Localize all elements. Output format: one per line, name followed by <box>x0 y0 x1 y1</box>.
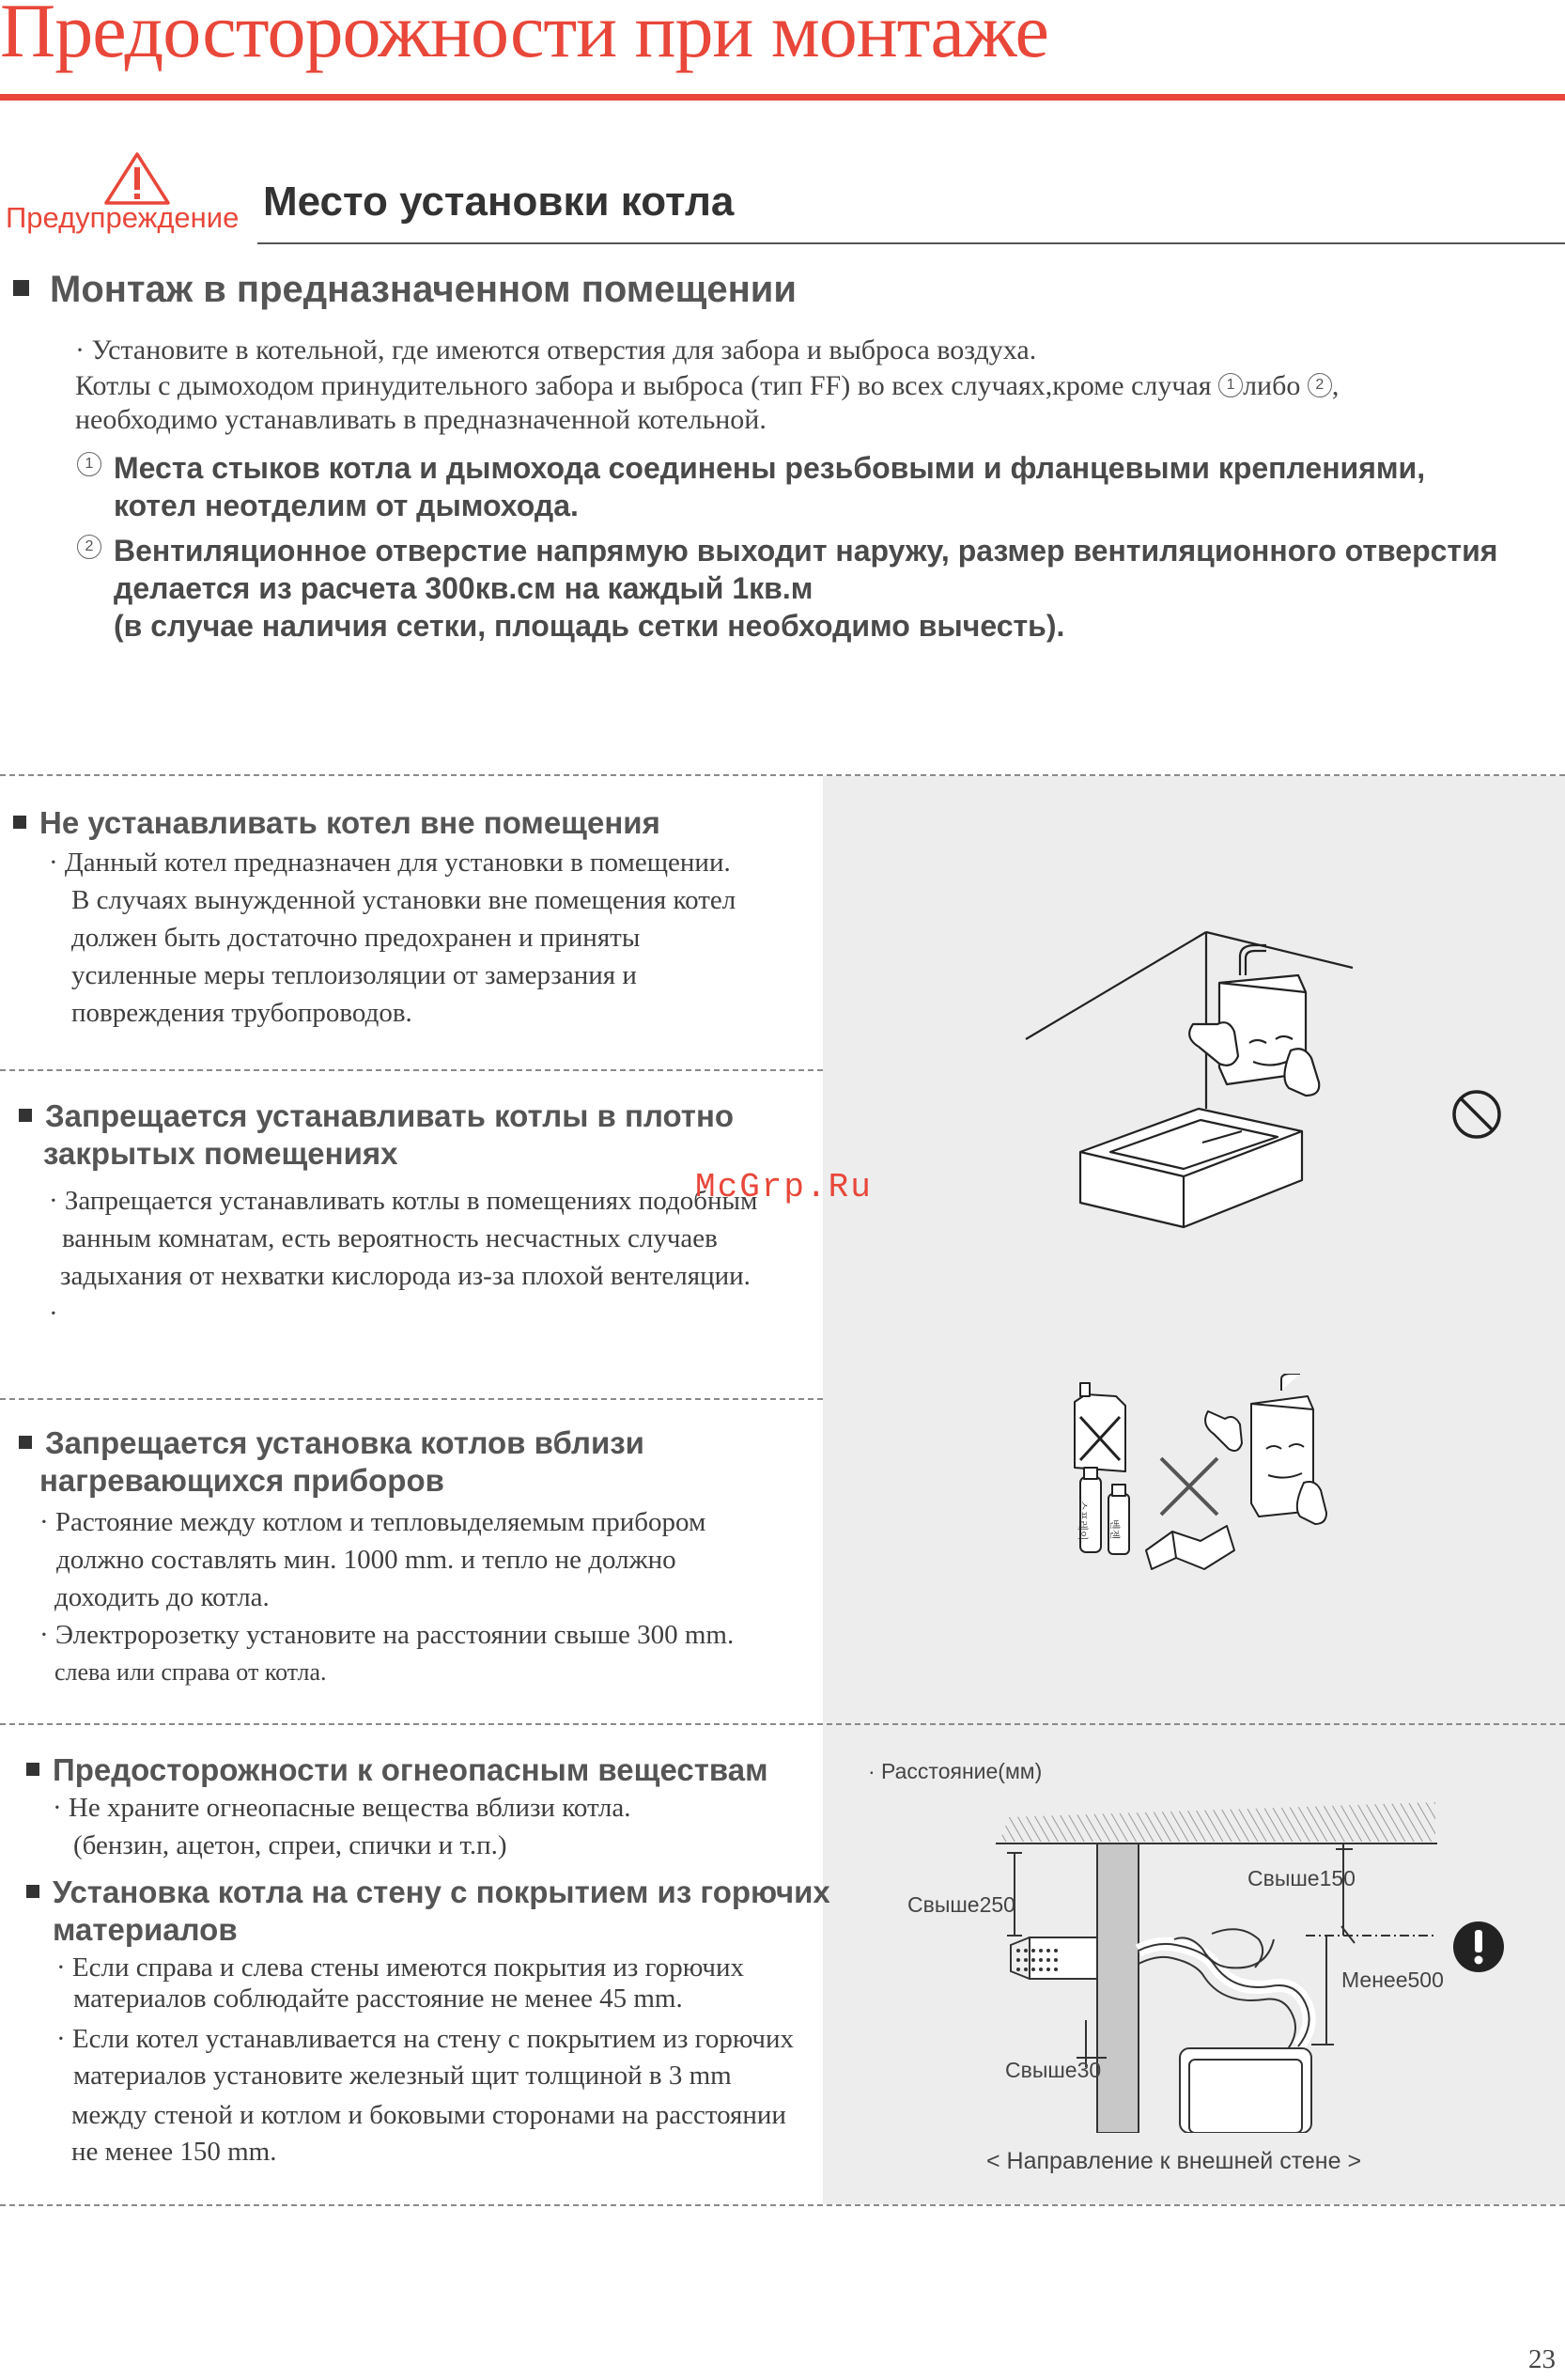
divider <box>0 2204 1565 2206</box>
bottle-label: 벤젠 <box>1108 1519 1121 1540</box>
caution-icon <box>1452 1921 1505 1973</box>
label-less-500: Менее500 <box>1341 1968 1444 1992</box>
section1-item1 <box>77 455 101 479</box>
bullet-square <box>19 1436 32 1449</box>
bathroom-boiler-illustration <box>1024 930 1362 1268</box>
block4-heading2: Установка котла на стену с покрытием из горючих материалов <box>26 1874 830 1949</box>
prohibited-icon <box>1450 1088 1503 1141</box>
warning-triangle-icon <box>103 150 171 207</box>
block4-heading1: Предосторожности к огнеопасным веществам <box>26 1751 768 1789</box>
divider <box>0 1069 823 1071</box>
block4-text1: · Не храните огнеопасные вещества вблизи котла. (бензин, ацетон, спреи, спички и т.п.) <box>53 1793 631 1860</box>
block2-text: · Запрещается устанавливать котлы в помещениях подобным ванным комнатам, есть вероятность несчастных случаев задыхания от нехватки кислорода из-за плохой вентеляции. · <box>49 1186 758 1329</box>
watermark: McGrp.Ru <box>695 1168 873 1206</box>
label-above-30: Свыше30 <box>1005 2058 1102 2082</box>
section-title-rule <box>257 242 1565 244</box>
circled-number-1: 1 <box>77 452 101 476</box>
label-above-250: Свыше250 <box>907 1892 1015 1917</box>
section1-item2 <box>77 537 101 562</box>
section1-item1-text: Места стыков котла и дымохода соединены резьбовыми и фланцевыми креплениями, котел неотделим от дымохода. <box>114 451 1426 522</box>
diagram-title: · Расстояние(мм) <box>868 1759 1043 1783</box>
bullet-square <box>13 280 29 296</box>
block1-heading: Не устанавливать котел вне помещения <box>13 804 660 842</box>
circled-number-2: 2 <box>1308 373 1332 397</box>
diagram-caption: < Направление к внешней стене > <box>986 2148 1362 2174</box>
section1-heading: Монтаж в предназначенном помещении <box>13 269 797 311</box>
block2-heading: Запрещается устанавливать котлы в плотно закрытых помещениях <box>19 1097 734 1173</box>
section1-line1: · Установите в котельной, где имеются отверстия для забора и выброса воздуха. <box>75 334 1037 366</box>
block1-text: · Данный котел предназначен для установки в помещении. В случаях вынужденной установки вне помещения котел должен быть достаточно предохранен и приняты усиленные меры теплоизоляции от замерзания и повреждения трубопроводов. <box>49 848 736 1028</box>
circled-number-1: 1 <box>1218 373 1243 397</box>
section1-line2: Котлы с дымоходом принудительного забора и выброса (тип FF) во всех случаях,кроме случая 1 либо 2 , <box>75 370 1340 401</box>
block4-text2: · Если справа и слева стены имеются покрытия из горючих материалов соблюдайте расстояние не менее 45 mm. · Если котел устанавливается на стену с покрытием из горючих материалов установите железный щит толщиной в 3 mm между стеной и котлом и боковыми сторонами на расстоянии не менее 150 mm. <box>56 1952 795 2167</box>
divider <box>0 1398 823 1400</box>
circled-number-2: 2 <box>77 535 101 559</box>
divider <box>0 774 1565 776</box>
title-underline <box>0 94 1565 101</box>
section-title: Место установки котла <box>263 179 735 225</box>
page-number: 23 <box>1528 2344 1556 2374</box>
block3-heading: Запрещается установка котлов вблизи нагревающихся приборов <box>19 1424 644 1500</box>
section1-item2-text: Вентиляционное отверстие напрямую выходит наружу, размер вентиляционного отверстия делается из расчета 300кв.см на каждый 1кв.м (в случае наличия сетки, площадь сетки необходимо вычесть). <box>114 534 1498 643</box>
divider <box>0 1723 1565 1725</box>
bottle-label: 스프레이 <box>1077 1501 1089 1541</box>
section1-line3: необходимо устанавливать в предназначенной котельной. <box>75 404 767 435</box>
bullet-square <box>26 1885 39 1898</box>
warning-label: Предупреждение <box>6 201 240 234</box>
page-title: Предосторожности при монтаже <box>0 0 1048 73</box>
label-above-150: Свыше150 <box>1247 1866 1356 1890</box>
bullet-square <box>26 1763 39 1776</box>
block3-text: · Растояние между котлом и тепловыделяемым прибором должно составлять мин. 1000 mm. и тепло не должно доходить до котла. · Электророзетку установите на расстоянии свыше 300 mm. слева или справа от котла. <box>39 1507 735 1686</box>
bullet-square <box>13 816 26 829</box>
flammables-illustration <box>1067 1374 1330 1580</box>
bullet-square <box>19 1109 32 1122</box>
